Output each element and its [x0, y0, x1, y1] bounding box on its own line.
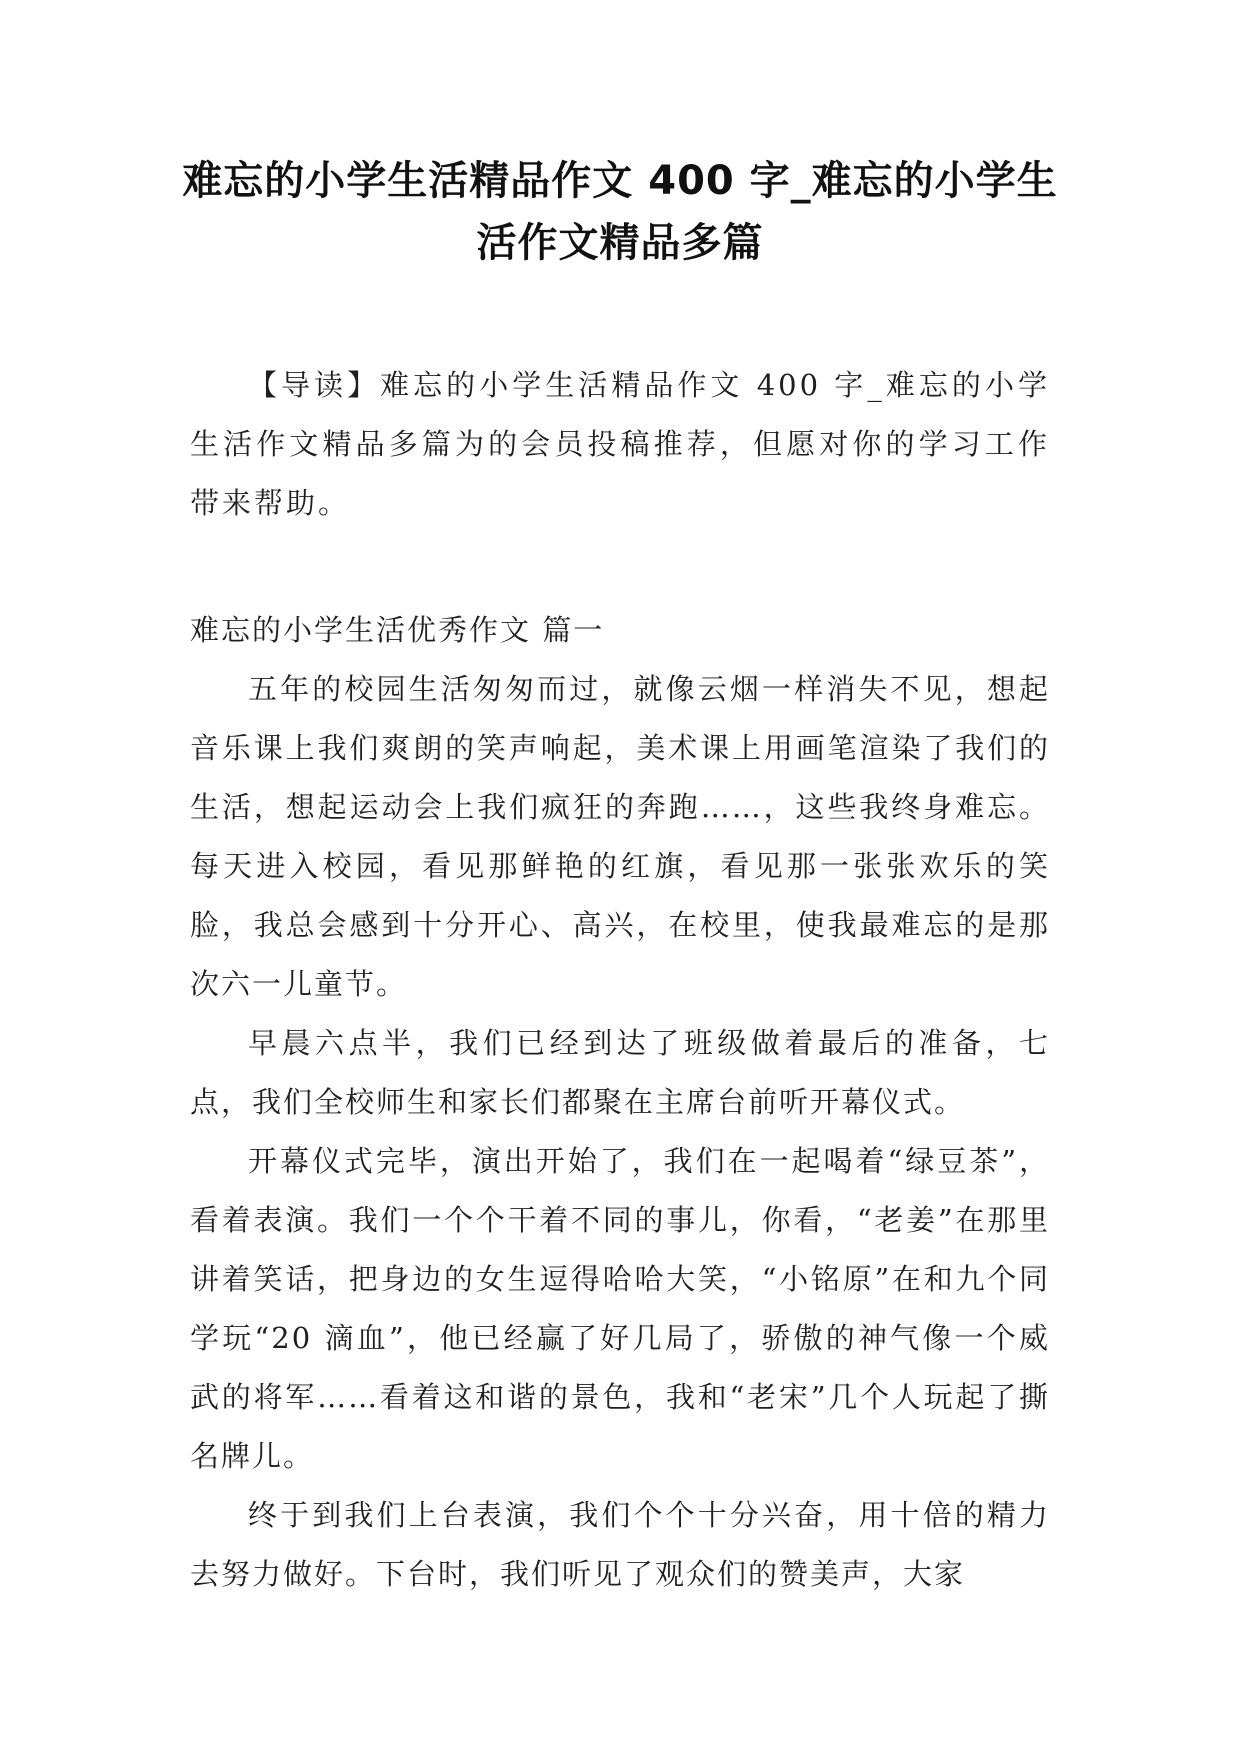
body-paragraph-3: 开幕仪式完毕，演出开始了，我们在一起喝着“绿豆茶”，看着表演。我们一个个干着不同的事儿，你看，“老姜”在那里讲着笑话，把身边的女生逗得哈哈大笑，“小铭原”在和九个同学玩“20 滴血”，他已经赢了好几局了，骄傲的神气像一个威武的将军……看着这和谐的景色，我和“老宋”几个人玩起了撕名牌儿。: [190, 1144, 1050, 1473]
body-paragraph-1: 五年的校园生活匆匆而过，就像云烟一样消失不见，想起音乐课上我们爽朗的笑声响起，美术课上用画笔渲染了我们的生活，想起运动会上我们疯狂的奔跑……，这些我终身难忘。每天进入校园，看见那鲜艳的红旗，看见那一张张欢乐的笑脸，我总会感到十分开心、高兴，在校里，使我最难忘的是那次六一儿童节。: [190, 672, 1050, 1001]
document-body: [190, 356, 1050, 1604]
document-title: 难忘的小学生活精品作文 400 字_难忘的小学生活作文精品多篇: [182, 158, 1058, 266]
lead-paragraph: 【导读】难忘的小学生活精品作文 400 字_难忘的小学生活作文精品多篇为的会员投稿推荐，但愿对你的学习工作带来帮助。: [190, 368, 1050, 520]
section-heading: 难忘的小学生活优秀作文 篇一: [190, 613, 605, 647]
paragraph-gap: [190, 533, 1050, 601]
body-paragraph-4: 终于到我们上台表演，我们个个十分兴奋，用十倍的精力去努力做好。下台时，我们听见了观众们的赞美声，大家: [190, 1498, 1050, 1591]
body-paragraph-2: 早晨六点半，我们已经到达了班级做着最后的准备，七点，我们全校师生和家长们都聚在主席台前听开幕仪式。: [190, 1026, 1050, 1119]
